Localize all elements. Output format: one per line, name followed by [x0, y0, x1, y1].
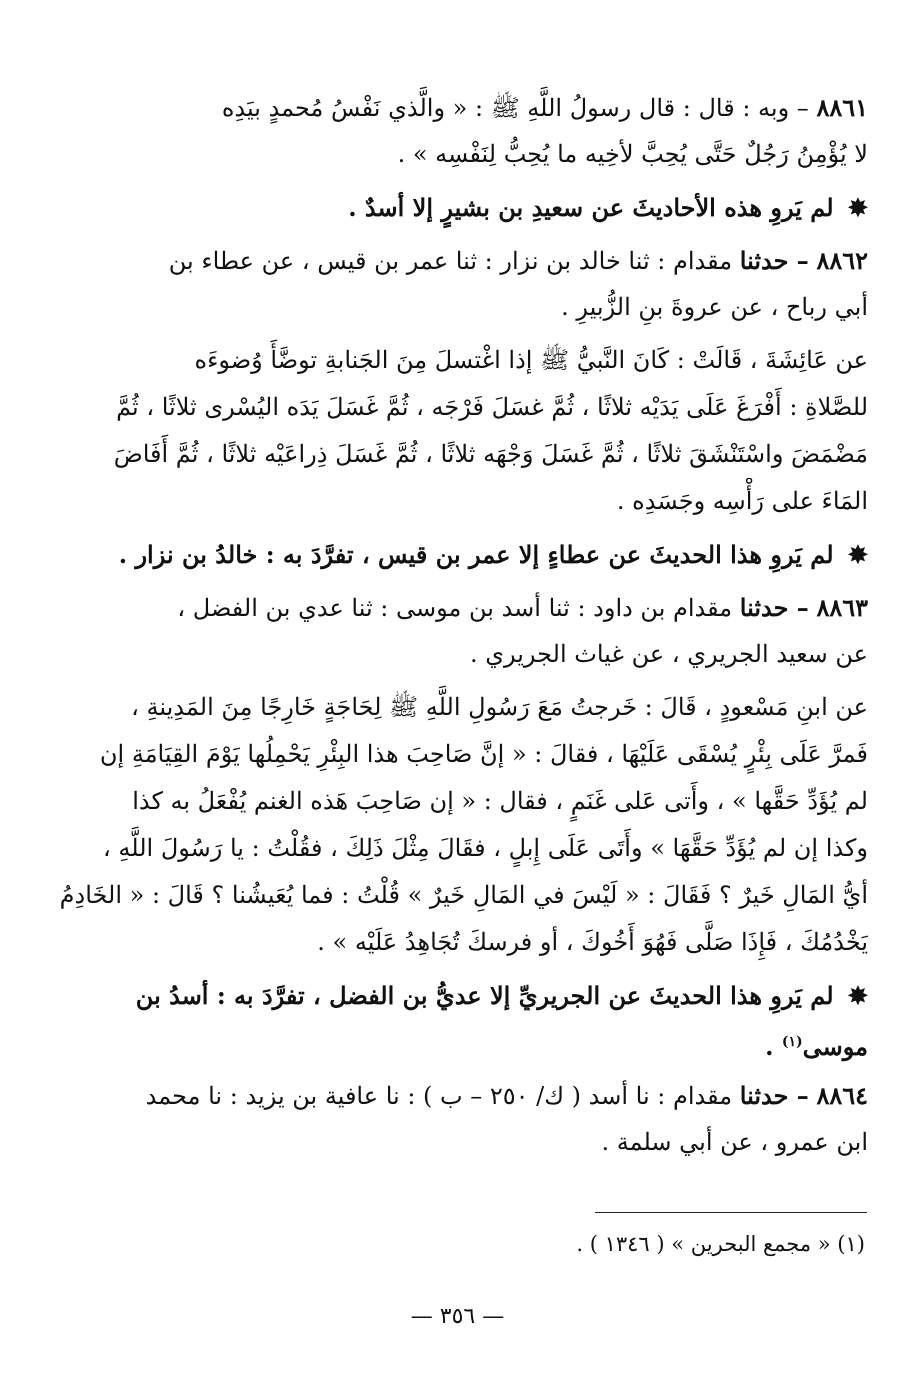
footnote: (١) « مجمع البحرين » ( ١٣٤٦ ) . — [576, 1232, 865, 1256]
hadith-line: عن سعيد الجريري ، عن غياث الجريري . — [469, 640, 868, 668]
hadith-number: ٨٨٦٤ — [816, 1081, 868, 1110]
narration-note: ✸ لم يَروِ هذا الحديثَ عن الجريريِّ إلا عديُّ بن الفضل ، تفرَّدَ به : أسدُ بن موسى$^{(١)}$ . — [135, 981, 868, 1061]
footnote-divider — [595, 1212, 867, 1213]
star-icon: ✸ — [847, 540, 868, 569]
text-line: للصَّلاةِ : أَفْرَغَ عَلَى يَدَيْه ثلاثًا ، ثُمَّ غسَلَ فَرْجَه ، ثُمَّ غَسَلَ يَدَه اليُسْرى ثلاثًا ، ثُمَّ — [116, 393, 868, 421]
hadith-8861 — [38, 84, 868, 178]
page-body — [38, 78, 868, 1166]
hadith-number: ٨٨٦٣ — [816, 593, 868, 622]
hadith-line: أبي رباح ، عن عروةَ بنِ الزُّبيرِ . — [561, 293, 868, 321]
hadith-line: ابن عمرو ، عن أبي سلمة . — [601, 1128, 868, 1156]
hadith-8864 — [38, 1072, 868, 1166]
hadith-line: مقدام : ثنا خالد بن نزار : ثنا عمر بن قيس ، عن عطاء بن — [168, 247, 733, 275]
page-number: — ٣٥٦ — — [410, 1304, 505, 1329]
text-line: وكذا إن لم يُؤَدِّ حَقَّهَا » وأَتَى عَلَى إِبلٍ ، فقَالَ مِثْلَ ذَلِكَ ، فقُلْتُ : يا رَسُولَ اللَّهِ ، — [103, 834, 868, 862]
hadith-lead: – حدثنا — [739, 1081, 809, 1110]
hadith-line: لا يُؤْمِنُ رَجُلٌ حَتَّى يُحِبَّ لأخِيه ما يُحِبُّ لِنَفْسِه » . — [397, 140, 868, 168]
hadith-8862 — [38, 237, 868, 331]
hadith-line: مقدام : نا أسد ( ك/ ٢٥٠ – ب ) : نا عافية بن يزيد : نا محمد — [145, 1082, 733, 1110]
note-line: لم يَروِ هذا الحديثَ عن عطاءٍ إلا عمر بن قيس ، تفرَّدَ به : خالدُ بن نزار . — [118, 540, 834, 569]
hadith-line: – وبه : قال : قال رسولُ اللَّهِ ﷺ : « والَّذي نَفْسُ مُحمدٍ بيَدِه — [221, 94, 809, 122]
hadith-8863 — [38, 584, 868, 678]
text-line: مَضْمَضَ واسْتَنْشَقَ ثلاثًا ، ثُمَّ غَسَلَ وَجْهَه ثلاثًا ، ثُمَّ غَسَلَ ذِراعَيْه ثلاثًا ، ثُمَّ أَفَاضَ — [113, 440, 868, 468]
hadith-lead: – حدثنا — [739, 593, 809, 622]
text-line: المَاءَ على رَأْسِه وجَسَدِه . — [616, 487, 868, 515]
hadith-number: ٨٨٦١ — [816, 93, 868, 122]
text-line: عن ابنِ مَسْعودٍ ، قَالَ : خَرجتُ مَعَ رَسُولِ اللَّهِ ﷺ لِحَاجَةٍ خَارِجًا مِنَ المَدِينةِ ، — [131, 693, 868, 721]
star-icon: ✸ — [847, 193, 868, 222]
star-icon: ✸ — [847, 981, 868, 1010]
note-line: موسى — [802, 1032, 868, 1061]
note-line: لم يَروِ هذه الأحاديثَ عن سعيدِ بن بشيرٍ إلا أسدٌ . — [348, 193, 834, 222]
narration-note — [38, 531, 868, 578]
text-line: عن عَائِشَةَ ، قَالَتْ : كَانَ النَّبيُّ ﷺ إذا اغْتسلَ مِنَ الجَنابةِ توضَّأَ وُضوءَه — [194, 346, 868, 374]
hadith-text — [38, 684, 868, 966]
narration-note — [38, 184, 868, 231]
hadith-lead: – حدثنا — [739, 246, 809, 275]
footnote-ref: (١) — [781, 1034, 803, 1050]
hadith-text — [38, 337, 868, 525]
text-line: أيُّ المَالِ خَيرٌ ؟ فَقَالَ : « لَيْسَ في المَالِ خَيرٌ » قُلْتُ : فما يُعَيشُنا ؟ قَالَ : « الخَادِمُ — [59, 881, 868, 909]
text-line: يَخْدُمُكَ ، فَإِذَا صَلَّى فَهُوَ أَخُوكَ ، أو فرسكَ تُجَاهِدُ عَلَيْه » . — [317, 928, 868, 956]
hadith-number: ٨٨٦٢ — [816, 246, 868, 275]
hadith-line: مقدام بن داود : ثنا أسد بن موسى : ثنا عدي بن الفضل ، — [177, 594, 733, 622]
text-line: لم يُؤَدِّ حَقَّها » ، وأَتى عَلى غَنَمٍ ، فقال : « إن صَاحِبَ هَذه الغنم يُفْعَلُ به كذا — [132, 787, 868, 815]
note-line: لم يَروِ هذا الحديثَ عن الجريريِّ إلا عديُّ بن الفضل ، تفرَّدَ به : أسدُ بن — [135, 981, 834, 1010]
text-line: فَمرَّ عَلَى بِئْرٍ يُسْقَى عَلَيْهَا ، فقالَ : « إنَّ صَاحِبَ هذا البِئْرِ يَحْمِلُها يَوْمَ القِيَامَةِ إن — [99, 740, 868, 768]
